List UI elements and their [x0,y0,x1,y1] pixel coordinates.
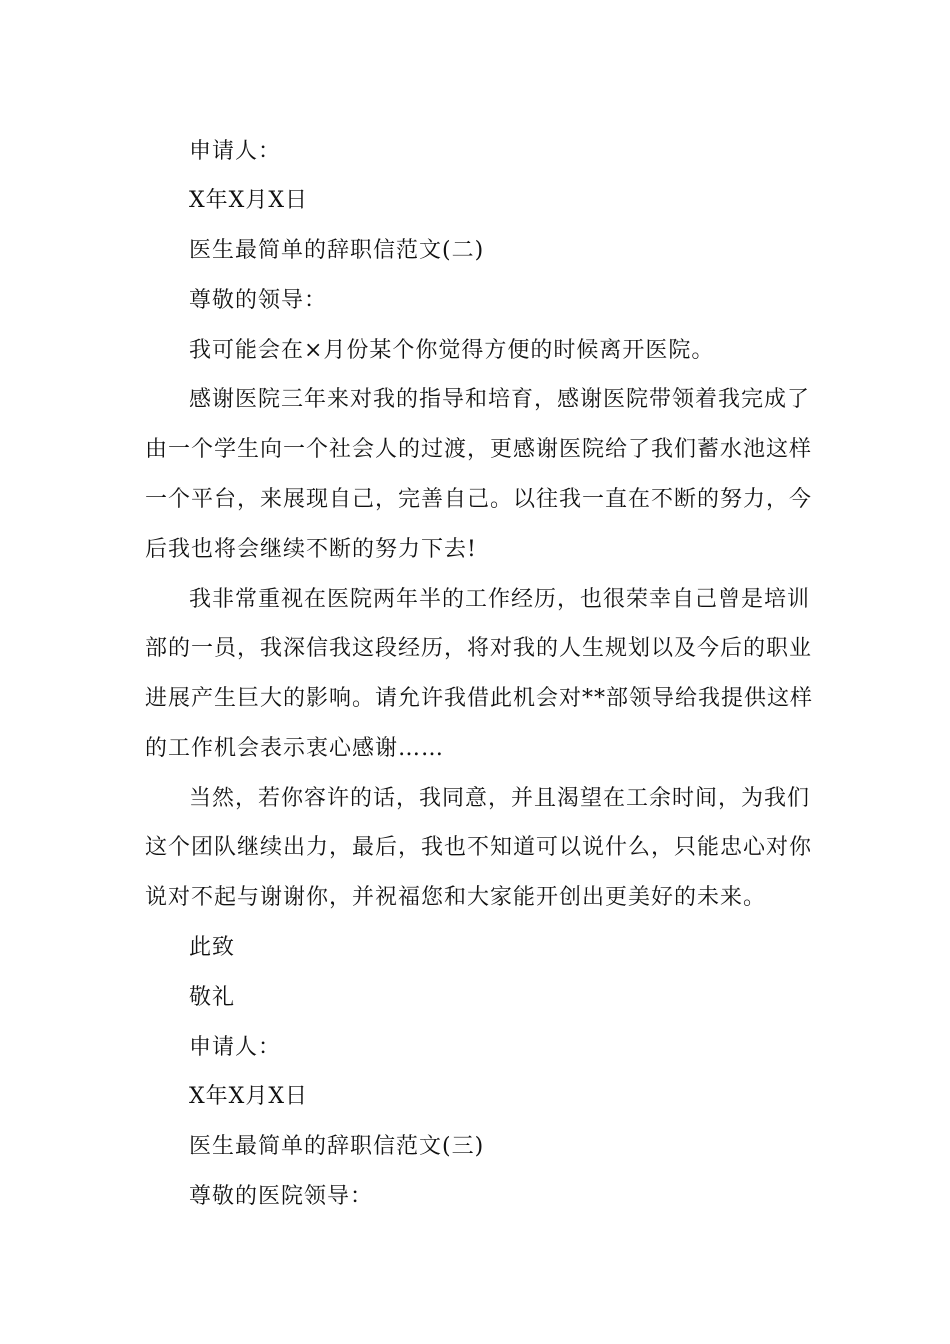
applicant-label-2: 申请人： [189,1035,282,1060]
paragraph-line: 感谢医院三年来对我的指导和培育，感谢医院带领着我完成了 [189,387,811,412]
paragraph-line: 当然，若你容许的话，我同意，并且渴望在工余时间，为我们 [189,786,811,811]
applicant-label-1: 申请人： [189,139,282,164]
date-line-1: X年X月X日 [189,188,308,213]
paragraph-line: 部的一员，我深信我这段经历，将对我的人生规划以及今后的职业 [145,636,813,661]
paragraph-line: 进展产生巨大的影响。请允许我借此机会对**部领导给我提供这样 [145,686,814,711]
closing-line: 此致 [189,935,236,960]
salutation-3: 尊敬的医院领导： [189,1184,374,1209]
closing-regards: 敬礼 [189,985,236,1010]
section-title-2: 医生最简单的辞职信范文(二) [189,238,485,263]
paragraph-line: 我非常重视在医院两年半的工作经历，也很荣幸自己曾是培训 [189,587,811,612]
paragraph-line: 由一个学生向一个社会人的过渡，更感谢医院给了我们蓄水池这样 [145,437,813,462]
date-line-2: X年X月X日 [189,1084,308,1109]
paragraph-line: 的工作机会表示衷心感谢…… [145,736,445,761]
paragraph-line: 这个团队继续出力，最后，我也不知道可以说什么，只能忠心对你 [145,835,813,860]
section-title-3: 医生最简单的辞职信范文(三) [189,1134,485,1159]
paragraph-line: 后我也将会继续不断的努力下去! [145,537,477,562]
paragraph-line: 一个平台，来展现自己，完善自己。以往我一直在不断的努力，今 [145,487,813,512]
paragraph-line: 说对不起与谢谢你，并祝福您和大家能开创出更美好的未来。 [145,885,767,910]
paragraph-line: 我可能会在×月份某个你觉得方便的时候离开医院。 [189,338,715,363]
salutation-2: 尊敬的领导： [189,288,328,313]
